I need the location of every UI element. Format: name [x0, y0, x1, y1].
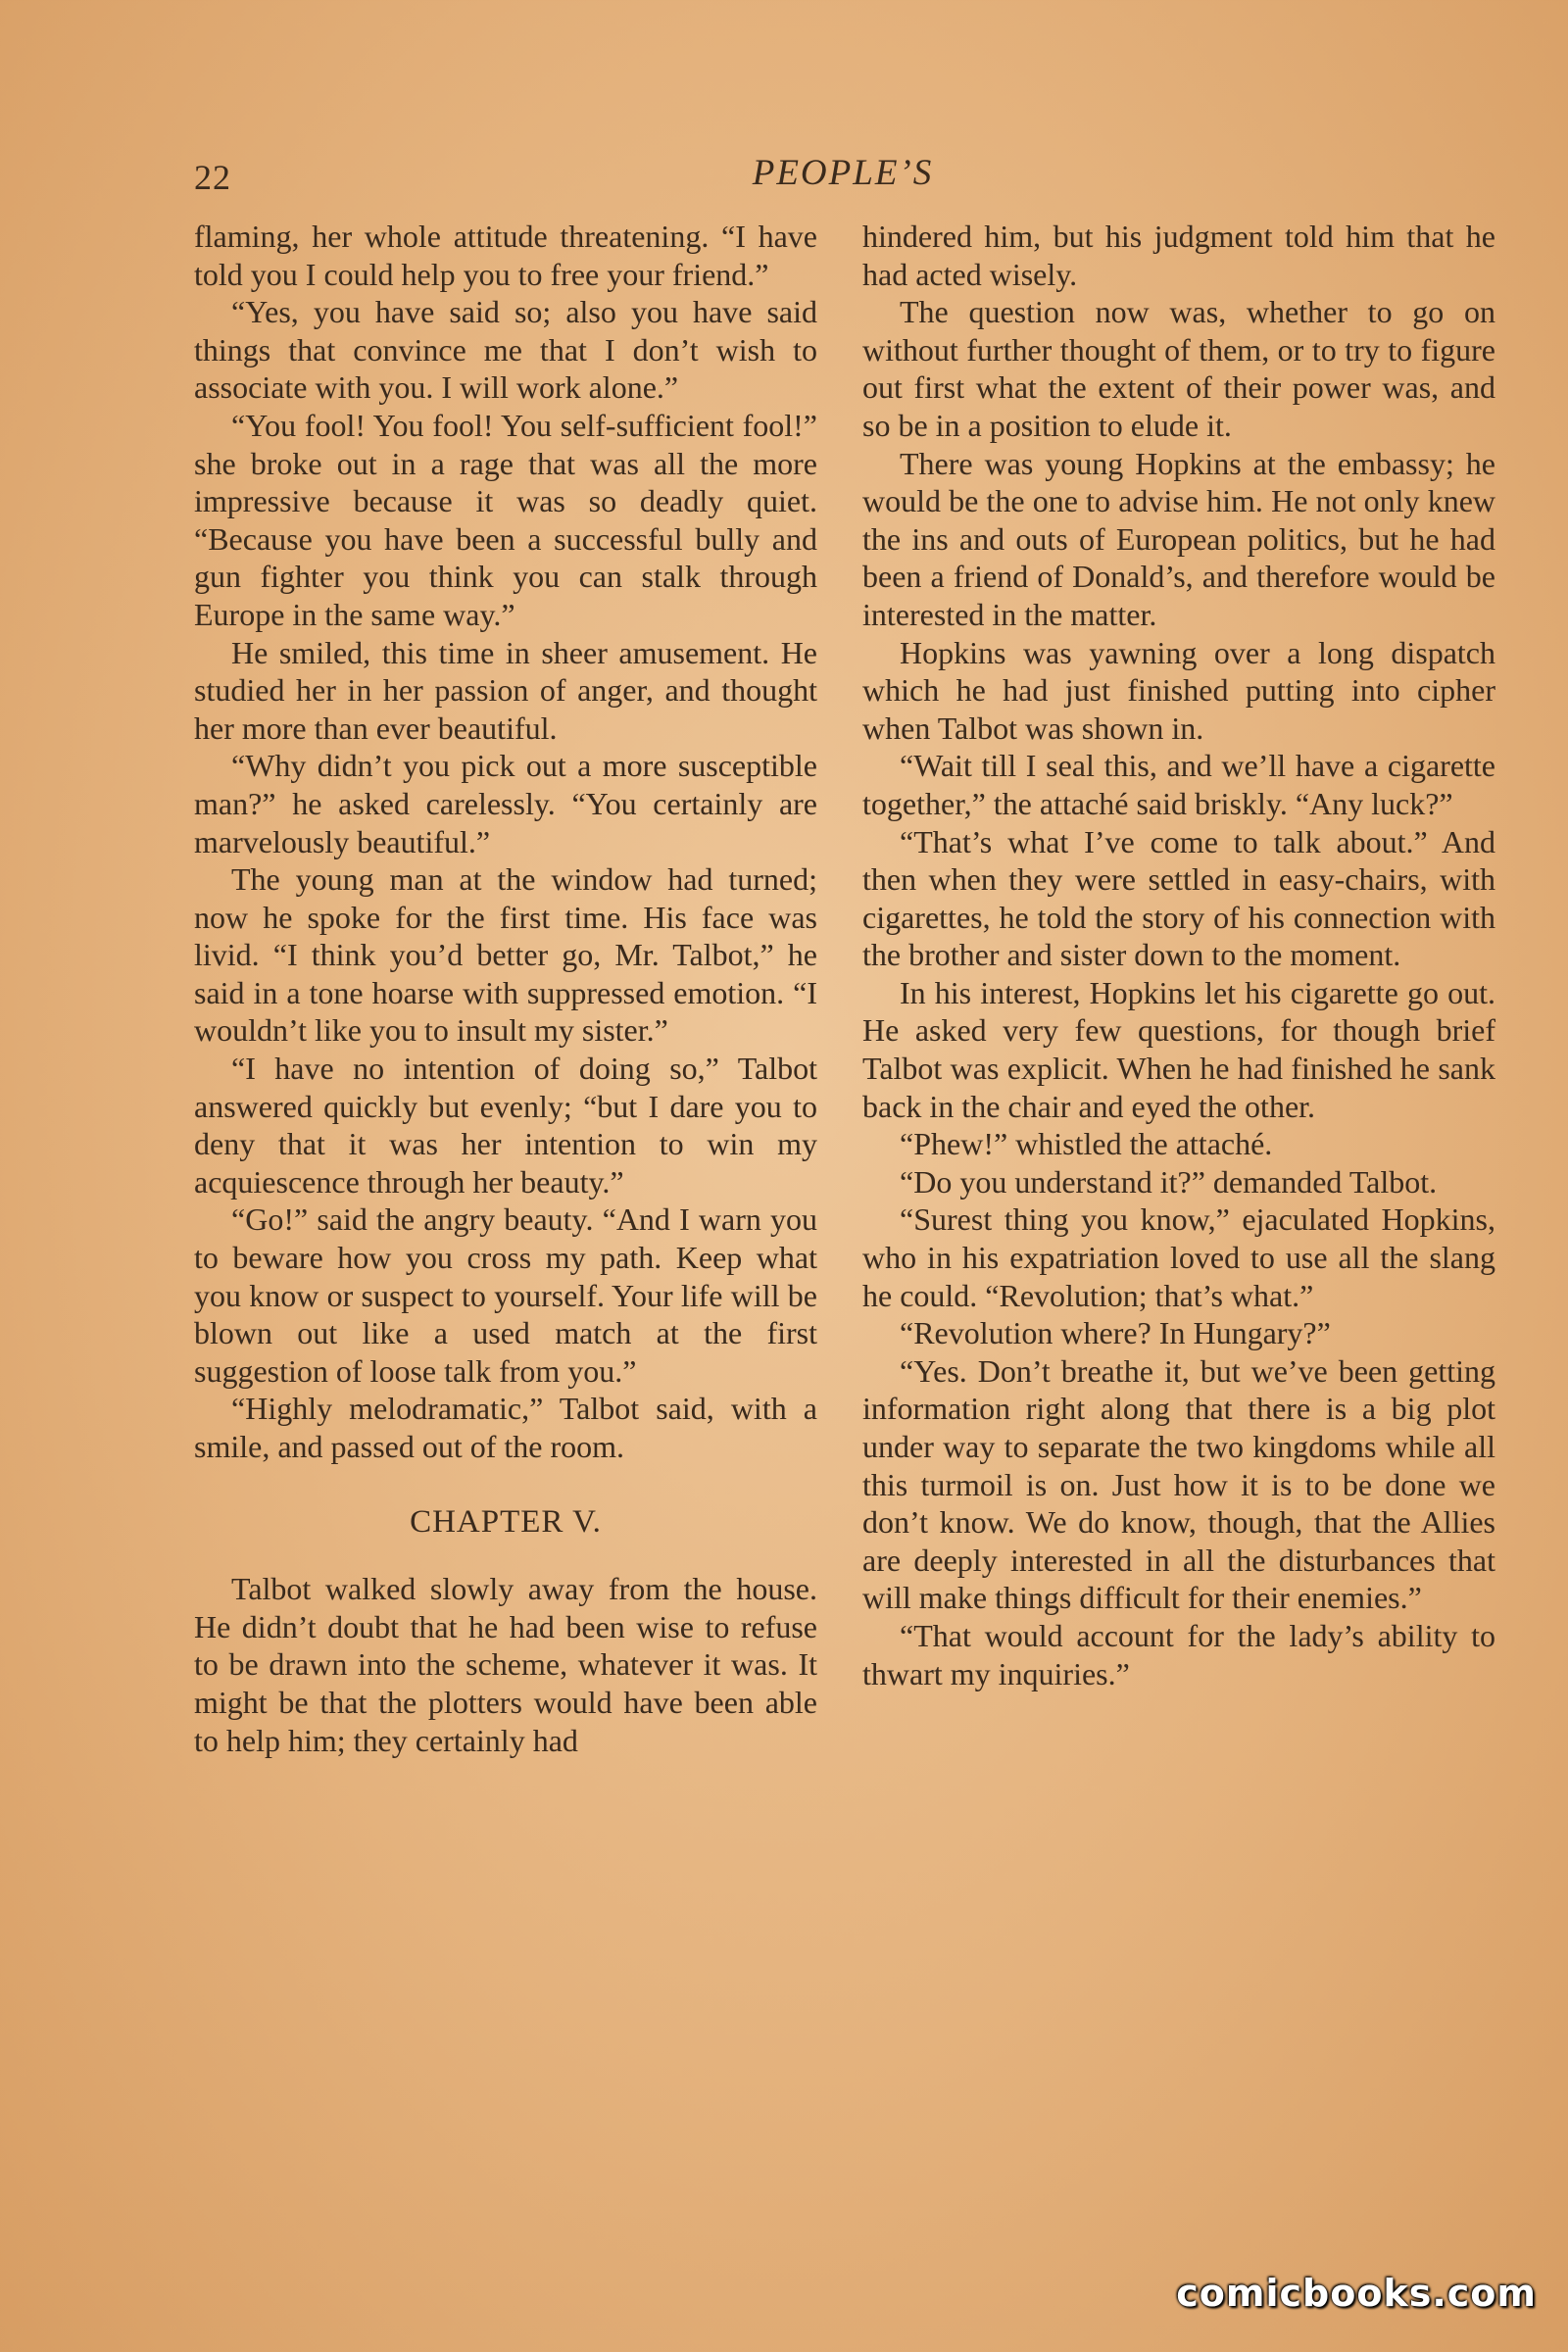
paragraph: “That would account for the lady’s ability to thwart my inquiries.”	[862, 1617, 1495, 1691]
paragraph: “Why didn’t you pick out a more susceptible man?” he asked carelessly. “You certainly are marvelously beautiful.”	[194, 748, 817, 859]
paragraph: “Highly melodramatic,” Talbot said, with a smile, and passed out of the room.	[194, 1391, 817, 1464]
paragraph: “Surest thing you know,” ejaculated Hopkins, who in his expatriation loved to use all the slang he could. “Revolution; that’s what.”	[862, 1201, 1495, 1313]
watermark: comicbooks.com	[1176, 2272, 1537, 2315]
paragraph: There was young Hopkins at the embassy; he would be the one to advise him. He not only knew the ins and outs of European politics, but he had been a friend of Donald’s, and therefore would be interested in the matter.	[862, 445, 1495, 632]
paragraph: “Phew!” whistled the attaché.	[900, 1126, 1273, 1162]
paragraph: flaming, her whole attitude threatening. “I have told you I could help you to free your friend.”	[194, 219, 817, 292]
paragraph: The young man at the window had turned; now he spoke for the first time. His face was livid. “I think you’d better go, Mr. Talbot,” he said in a tone hoarse with suppressed emotion. “I wouldn’t like you to insult my sister.”	[194, 861, 817, 1049]
paragraph: hindered him, but his judgment told him that he had acted wisely.	[862, 219, 1495, 292]
paragraph: In his interest, Hopkins let his cigarette go out. He asked very few questions, for though brief Talbot was explicit. When he had finished he sank back in the chair and eyed the other.	[862, 974, 1495, 1124]
chapter-heading: CHAPTER V.	[410, 1503, 602, 1540]
paragraph: The question now was, whether to go on without further thought of them, or to try to figure out first what the extent of their power was, and so be in a position to elude it.	[862, 294, 1495, 443]
running-head: PEOPLE’S	[752, 153, 934, 193]
page-number: 22	[194, 158, 231, 197]
paragraph: He smiled, this time in sheer amusement. He studied her in her passion of anger, and thought her more than ever beautiful.	[194, 634, 817, 746]
paragraph: “Do you understand it?” demanded Talbot.	[900, 1163, 1438, 1200]
paragraph: “Yes. Don’t breathe it, but we’ve been getting information right along that there is a big plot under way to separate the two kingdoms while all this turmoil is on. Just how it is to be done we don’t know. We do know, though, that the Allies are deeply interested in all the disturbances that will make things difficult for their enemies.”	[862, 1352, 1495, 1616]
paragraph: “Revolution where? In Hungary?”	[900, 1315, 1331, 1351]
paragraph: Hopkins was yawning over a long dispatch which he had just finished putting into cipher when Talbot was shown in.	[862, 634, 1495, 746]
right-column	[862, 218, 1495, 1692]
paragraph: “Go!” said the angry beauty. “And I warn you to beware how you cross my path. Keep what you know or suspect to yourself. Your life will be blown out like a used match at the first suggestion of loose talk from you.”	[194, 1201, 817, 1389]
paragraph: “That’s what I’ve come to talk about.” And then when they were settled in easy-chairs, with cigarettes, he told the story of his connection with the brother and sister down to the moment.	[862, 823, 1495, 973]
paragraph: “I have no intention of doing so,” Talbot answered quickly but evenly; “but I dare you to deny that it was her intention to win my acquiescence through her beauty.”	[194, 1051, 817, 1200]
paragraph: “Yes, you have said so; also you have said things that convince me that I don’t wish to associate with you. I will work alone.”	[194, 294, 817, 406]
paragraph: “Wait till I seal this, and we’ll have a cigarette together,” the attaché said briskly. “Any luck?”	[862, 748, 1495, 821]
left-column	[194, 218, 817, 1759]
paragraph: Talbot walked slowly away from the house. He didn’t doubt that he had been wise to refuse to be drawn into the scheme, whatever it was. It might be that the plotters would have been able to help him; they certainly had	[194, 1571, 817, 1758]
paragraph: “You fool! You fool! You self-sufficient fool!” she broke out in a rage that was all the more impressive because it was so deadly quiet. “Because you have been a successful bully and gun fighter you think you can stalk through Europe in the same way.”	[194, 407, 817, 632]
